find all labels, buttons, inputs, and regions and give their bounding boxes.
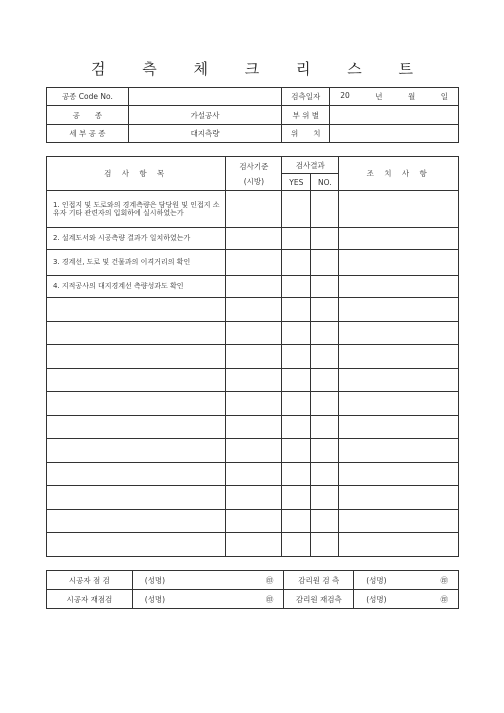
supervisor-inspect-sign[interactable]	[354, 571, 459, 590]
work-code-label: 공종 Code No.	[47, 88, 129, 106]
standard-cell[interactable]	[226, 392, 282, 416]
action-cell[interactable]	[339, 298, 459, 322]
item-cell[interactable]	[47, 368, 226, 392]
supervisor-inspect-label: 감리원 검 측	[284, 571, 354, 590]
no-cell[interactable]	[311, 462, 339, 486]
contractor-check-sign[interactable]	[132, 571, 284, 590]
part-field[interactable]	[330, 106, 459, 125]
standard-cell[interactable]	[226, 276, 282, 298]
supervisor-reinspect-sign[interactable]	[354, 590, 459, 609]
standard-cell[interactable]	[226, 250, 282, 276]
date-day-unit: 일	[440, 92, 448, 101]
seal-icon: ㊞	[440, 575, 448, 585]
work-type-value[interactable]: 가설공사	[128, 106, 282, 125]
col-header-item: 검 사 항 목	[47, 157, 226, 191]
supervisor-reinspect-label: 감리원 재검측	[284, 590, 354, 609]
action-cell[interactable]	[339, 415, 459, 439]
item-cell[interactable]	[47, 462, 226, 486]
item-cell[interactable]	[47, 486, 226, 510]
action-cell[interactable]	[339, 392, 459, 416]
contractor-recheck-label: 시공자 재점검	[47, 590, 133, 609]
date-month-unit: 월	[408, 92, 416, 101]
yes-cell[interactable]	[282, 439, 311, 463]
name-label: (성명)	[144, 594, 166, 604]
table-row	[47, 250, 459, 276]
no-cell[interactable]	[311, 368, 339, 392]
col-header-no: NO.	[311, 174, 339, 191]
col-header-standard-line1: 검사기준	[239, 161, 269, 171]
standard-cell[interactable]	[226, 321, 282, 345]
standard-cell[interactable]	[226, 439, 282, 463]
col-header-result: 검사결과	[282, 157, 339, 174]
yes-cell[interactable]	[282, 509, 311, 533]
check-item-4: 4. 지적공사의 대지경계선 측량성과도 확인	[47, 276, 226, 298]
item-cell[interactable]	[47, 509, 226, 533]
sub-work-type-value[interactable]: 대지측량	[128, 125, 282, 143]
no-cell[interactable]	[311, 321, 339, 345]
checklist-table	[46, 156, 459, 557]
table-row	[47, 392, 459, 416]
seal-icon: ㊞	[265, 594, 274, 604]
standard-cell[interactable]	[226, 368, 282, 392]
table-row	[47, 345, 459, 369]
location-label: 위 치	[282, 125, 330, 143]
action-cell[interactable]	[339, 228, 459, 250]
no-cell[interactable]	[311, 345, 339, 369]
yes-cell[interactable]	[282, 321, 311, 345]
action-cell[interactable]	[339, 368, 459, 392]
item-cell[interactable]	[47, 345, 226, 369]
yes-cell[interactable]	[282, 228, 311, 250]
table-row	[47, 486, 459, 510]
standard-cell[interactable]	[226, 191, 282, 228]
yes-cell[interactable]	[282, 345, 311, 369]
table-row	[47, 439, 459, 463]
standard-cell[interactable]	[226, 298, 282, 322]
part-label: 부 위 별	[282, 106, 330, 125]
col-header-yes: YES	[282, 174, 311, 191]
standard-cell[interactable]	[226, 415, 282, 439]
work-code-field[interactable]	[128, 88, 282, 106]
no-cell[interactable]	[311, 392, 339, 416]
action-cell[interactable]	[339, 321, 459, 345]
contractor-check-label: 시공자 점 검	[47, 571, 133, 590]
yes-cell[interactable]	[282, 368, 311, 392]
action-cell[interactable]	[339, 486, 459, 510]
yes-cell[interactable]	[282, 415, 311, 439]
no-cell[interactable]	[311, 533, 339, 557]
item-cell[interactable]	[47, 533, 226, 557]
yes-cell[interactable]	[282, 462, 311, 486]
no-cell[interactable]	[311, 509, 339, 533]
no-cell[interactable]	[311, 439, 339, 463]
col-header-action: 조 치 사 항	[339, 157, 459, 191]
action-cell[interactable]	[339, 462, 459, 486]
action-cell[interactable]	[339, 533, 459, 557]
yes-cell[interactable]	[282, 250, 311, 276]
standard-cell[interactable]	[226, 533, 282, 557]
col-header-standard	[226, 157, 282, 191]
table-row	[47, 321, 459, 345]
table-row	[47, 228, 459, 250]
item-cell[interactable]	[47, 298, 226, 322]
standard-cell[interactable]	[226, 462, 282, 486]
action-cell[interactable]	[339, 509, 459, 533]
action-cell[interactable]	[339, 250, 459, 276]
standard-cell[interactable]	[226, 509, 282, 533]
check-item-2: 2. 설계도서와 시공측량 결과가 일치하였는가	[47, 228, 226, 250]
no-cell[interactable]	[311, 276, 339, 298]
standard-cell[interactable]	[226, 345, 282, 369]
yes-cell[interactable]	[282, 276, 311, 298]
col-header-standard-line2: (시방)	[243, 176, 265, 186]
yes-cell[interactable]	[282, 533, 311, 557]
name-label: (성명)	[366, 575, 387, 585]
no-cell[interactable]	[311, 415, 339, 439]
standard-cell[interactable]	[226, 486, 282, 510]
table-row	[47, 533, 459, 557]
name-label: (성명)	[144, 575, 166, 585]
table-row	[47, 368, 459, 392]
table-row	[47, 509, 459, 533]
no-cell[interactable]	[311, 191, 339, 228]
inspection-date-field[interactable]	[330, 88, 459, 106]
table-row	[47, 276, 459, 298]
seal-icon: ㊞	[440, 594, 448, 604]
no-cell[interactable]	[311, 250, 339, 276]
item-cell[interactable]	[47, 439, 226, 463]
name-label: (성명)	[366, 594, 387, 604]
location-field[interactable]	[330, 125, 459, 143]
date-year: 20	[340, 91, 350, 100]
check-item-3: 3. 경계선, 도로 및 건물과의 이격거리의 확인	[47, 250, 226, 276]
seal-icon: ㊞	[265, 575, 274, 585]
standard-cell[interactable]	[226, 228, 282, 250]
action-cell[interactable]	[339, 276, 459, 298]
table-row	[47, 298, 459, 322]
header-table	[46, 87, 459, 143]
action-cell[interactable]	[339, 191, 459, 228]
item-cell[interactable]	[47, 392, 226, 416]
yes-cell[interactable]	[282, 191, 311, 228]
inspection-date-label: 검측일자	[282, 88, 330, 106]
work-type-label: 공 종	[47, 106, 129, 125]
check-item-1: 1. 인접지 및 도로와의 경계측량은 담당원 및 인접지 소유자 기타 관련자의 입회하에 실시하였는가	[47, 191, 226, 228]
date-year-unit: 년	[375, 92, 383, 101]
contractor-recheck-sign[interactable]	[132, 590, 284, 609]
table-row	[47, 462, 459, 486]
item-cell[interactable]	[47, 415, 226, 439]
no-cell[interactable]	[311, 228, 339, 250]
action-cell[interactable]	[339, 345, 459, 369]
sub-work-type-label: 세 부 공 종	[47, 125, 129, 143]
no-cell[interactable]	[311, 298, 339, 322]
yes-cell[interactable]	[282, 298, 311, 322]
yes-cell[interactable]	[282, 392, 311, 416]
page-title: 검 측 체 크 리 스 트	[90, 60, 430, 78]
action-cell[interactable]	[339, 439, 459, 463]
no-cell[interactable]	[311, 486, 339, 510]
item-cell[interactable]	[47, 321, 226, 345]
signature-table	[46, 570, 459, 609]
yes-cell[interactable]	[282, 486, 311, 510]
table-row	[47, 191, 459, 228]
table-row	[47, 415, 459, 439]
